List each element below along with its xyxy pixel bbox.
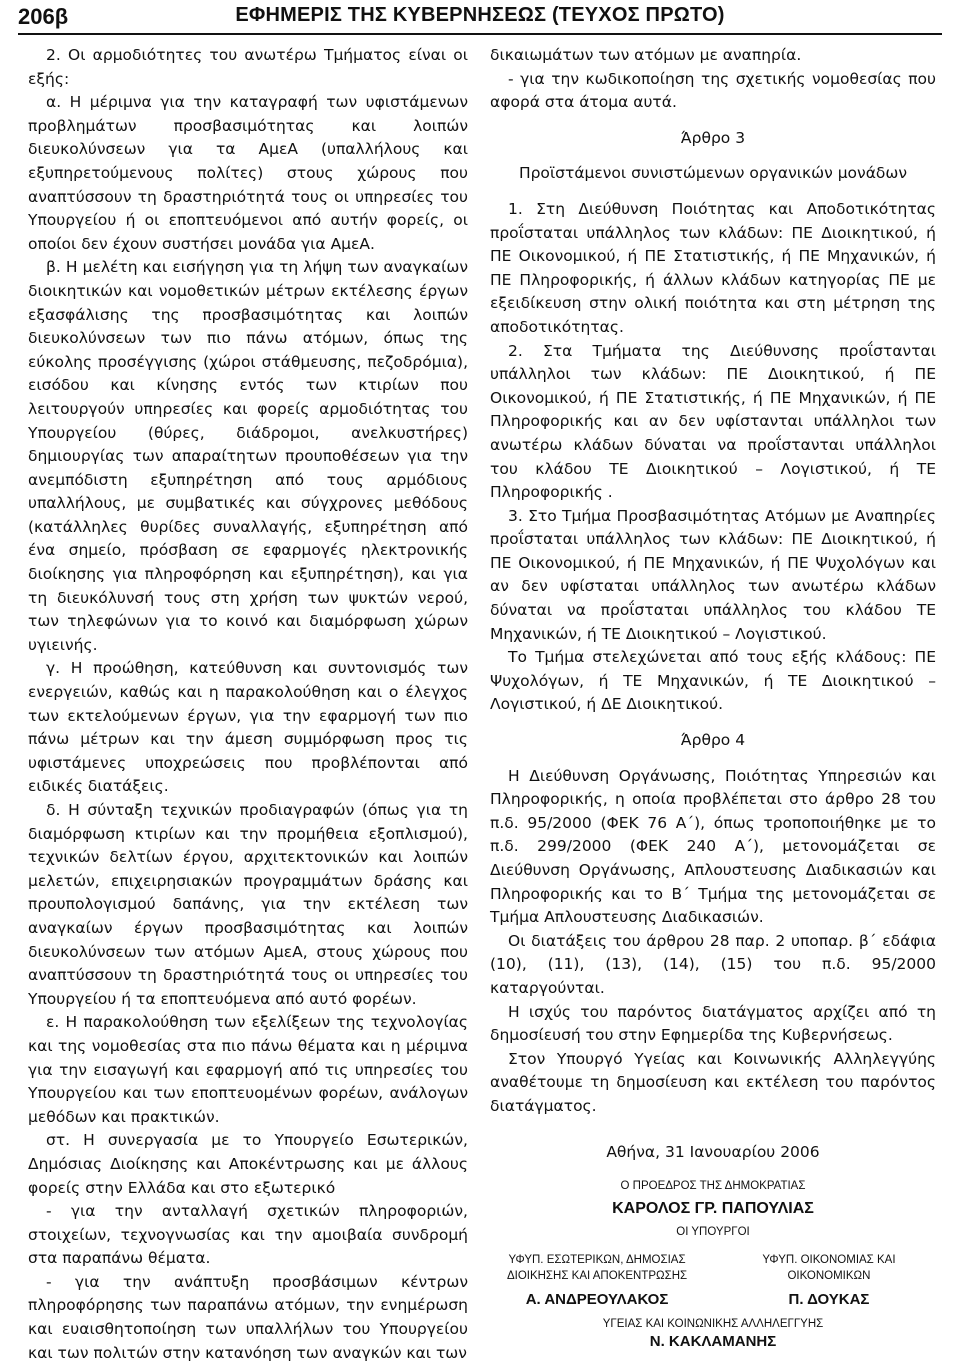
article-3-paragraph-1: 1. Στη Διεύθυνση Ποιότητας και Αποδοτικότητας προΐσταται υπάλληλος των κλάδων: ΠΕ Διοικητικού, ή ΠΕ Οικονομικού, ή ΠΕ Στατιστικής, ή ΠΕ Μηχανικών, ή ΠΕ Πληροφορικής, ή άλλων κλάδων κατηγορίας ΠΕ με εξειδίκευση στην ολική ποιότητα και στη μέτρηση της αποδοτικότητας.	[490, 199, 936, 336]
article-3-paragraph-3: 3. Στο Τμήμα Προσβασιμότητας Ατόμων με Αναπηρίες προΐσταται υπάλληλος των κλάδων: ΠΕ Διοικητικού, ή ΠΕ Οικονομικού, ή ΠΕ Μηχανικών, ή ΠΕ Ψυχολόγων και αν δεν υφίσταται υπάλληλος των ανωτέρω κλάδων δύναται να προΐσταται υπάλληλος του κλάδου ΤΕ Μηχανικών, ή ΤΕ Διοικητικού – Λογιστικού.	[490, 506, 936, 643]
article-4-paragraph-3: Η ισχύς του παρόντος διατάγματος αρχίζει από τη δημοσίευσή του στην Εφημερίδα της Κυβερνήσεως.	[490, 1002, 936, 1045]
paragraph-continued: δικαιωμάτων των ατόμων με αναπηρία.	[490, 46, 802, 64]
gazette-title: ΕΦΗΜΕΡΙΣ ΤΗΣ ΚΥΒΕΡΝΗΣΕΩΣ (ΤΕΥΧΟΣ ΠΡΩΤΟ)	[235, 4, 725, 26]
header-rule	[18, 33, 942, 35]
president-name: ΚΑΡΟΛΟΣ ΓΡ. ΠΑΠΟΥΛΙΑΣ	[612, 1200, 814, 1218]
paragraph-delta: δ. Η σύνταξη τεχνικών προδιαγραφών (όπως για τη διαμόρφωση κτιρίων και την προμήθεια εξοπλισμού), τεχνικών δελτίων έργου, αρχιτεκτονικών και λοιπών μελετών, επιχειρησιακών προγραμμάτων δράσης και προυπολογισμού δαπάνης, για την εκτέλεση των αναγκαίων έργων προσβασιμότητας και λοιπών διευκολύνσεων των ατόμων ΑμεΑ, στους χώρους που αναπτύσσουν τη δραστηριότητά τους οι υπηρεσίες του Υπουργείου ή τα εποπτευόμενα από αυτό φορέων.	[28, 801, 468, 1008]
paragraph-intro: 2. Οι αρμοδιότητες του ανωτέρω Τμήματος είναι οι εξής:	[28, 46, 468, 88]
article-4-paragraph-2: Οι διατάξεις του άρθρου 28 παρ. 2 υποπαρ. β΄ εδάφια (10), (11), (13), (14), (15) του π.δ. 95/2000 καταργούνται.	[490, 931, 936, 997]
page-number: 206β	[18, 4, 69, 29]
right-column	[490, 44, 936, 1352]
minister-health-title: ΥΓΕΙΑΣ ΚΑΙ ΚΟΙΝΩΝΙΚΗΣ ΑΛΛΗΛΕΓΓΥΗΣ	[602, 1318, 824, 1331]
paragraph-beta: β. Η μελέτη και εισήγηση για τη λήψη των αναγκαίων διοικητικών και νομοθετικών μέτρων εκτέλεσης έργων εξασφάλισης της προσβασιμότητας και λοιπών διευκολύνσεων των πιο πάνω ατόμων, όπως της εύκολης προσέγγισης (χώροι στάθμευσης, πεζοδρόμια), εισόδου και κίνησης εντός των κτιρίων που λειτουργούν υπηρεσίες και φορείς αρμοδιότητας του Υπουργείου (θύρες, διάδρομοι, ανελκυστήρες) δημιουργίας των απαραίτητων προυποθέσεων για την ανεμπόδιστη εξυπηρέτηση από τους αρμόδιους υπαλλήλους, με συμβατικές και σύγχρονες μεθόδους (κατάλληλες θυρίδες συναλλαγής, εξυπηρέτηση από ένα σημείο, πρόσβαση σε εφαρμογές ηλεκτρονικής διοίκησης για πληροφόρηση και εξυπηρέτηση), και για τη διευκόλυνσή τους στη χρήση των ψυκτών νερού, των τηλεφώνων για το κοινό και διαμόρφωση χώρων υγιεινής.	[28, 258, 468, 654]
paragraph-alpha: α. Η μέριμνα για την καταγραφή των υφιστάμενων προβλημάτων προσβασιμότητας και λοιπών διευκολύνσεων για τα ΑμεΑ (υπαλλήλους και εξυπηρετούμενους πολίτες) στους χώρους που αναπτύσσουν τη δραστηριότητά τους οι υπηρεσίες του Υπουργείου ή οι εποπτευόμενοι από αυτήν φορείς, οι οποίοι δεν έχουν συστήσει μονάδα για ΑμεΑ.	[28, 93, 468, 253]
paragraph-st: στ. Η συνεργασία με το Υπουργείο Εσωτερικών, Δημόσιας Διοίκησης και Αποκέντρωσης και με άλλους φορείς στην Ελλάδα και στο εξωτερικό	[28, 1131, 468, 1197]
left-column	[28, 44, 468, 1365]
article-4-paragraph-1: Η Διεύθυνση Οργάνωσης, Ποιότητας Υπηρεσιών και Πληροφορικής, η οποία προβλέπεται στο άρθρο 28 του π.δ. 95/2000 (ΦΕΚ 76 Α΄), όπως τροποποιήθηκε με το π.δ. 299/2000 (ΦΕΚ 240 Α΄), μετονομάζεται σε Διεύθυνση Οργάνωσης, Απλουστευσης Διαδικασιών και Πληροφορικής και το Β΄ Τμήμα της μετονομάζεται σε Τμήμα Απλουστευσης Διαδικασιών.	[490, 766, 936, 927]
president-title: Ο ΠΡΟΕΔΡΟΣ ΤΗΣ ΔΗΜΟΚΡΑΤΙΑΣ	[620, 1180, 806, 1193]
minister-interior-title: ΥΦΥΠ. ΕΣΩΤΕΡΙΚΩΝ, ΔΗΜΟΣΙΑΣ ΔΙΟΙΚΗΣΗΣ ΚΑΙ ΑΠΟΚΕΝΤΡΩΣΗΣ	[506, 1254, 688, 1283]
paragraph-dash-exchange: - για την ανταλλαγή σχετικών πληροφοριών, στοιχείων, τεχνογνωσίας και την αμοιβαία συνδρομή στα παραπάνω θέματα.	[28, 1202, 468, 1268]
paragraph-gamma: γ. Η προώθηση, κατεύθυνση και συντονισμός των ενεργειών, καθώς και η παρακολούθηση και ο έλεγχος των εκτελούμενων έργων, για την εφαρμογή των πιο πάνω μέτρων και την άμεση συμμόρφωση προς τις υφιστάμενες υποχρεώσεις που προβλέπονται από ειδικές διατάξεις.	[28, 659, 468, 796]
date-line: Αθήνα, 31 Ιανουαρίου 2006	[606, 1142, 820, 1161]
paragraph-epsilon: ε. Η παρακολούθηση των εξελίξεων της τεχνολογίας και της νομοθεσίας στα πιο πάνω θέματα και η μέριμνα για την εισαγωγή και εφαρμογή από τις υπηρεσίες του Υπουργείου και των εποπτευομένων φορέων, ανάλογων μεθόδων και πρακτικών.	[28, 1013, 468, 1126]
article-3-subtitle: Προϊστάμενοι συνιστώμενων οργανικών μονάδων	[518, 164, 908, 183]
article-3-paragraph-4: Το Τμήμα στελεχώνεται από τους εξής κλάδους: ΠΕ Ψυχολόγων, ή ΤΕ Μηχανικών, ή ΤΕ Διοικητικού – Λογιστικού, ή ΔΕ Διοικητικού.	[490, 648, 936, 714]
minister-health-name: Ν. ΚΑΚΛΑΜΑΝΗΣ	[649, 1333, 777, 1351]
ministers-label: ΟΙ ΥΠΟΥΡΓΟΙ	[676, 1226, 750, 1239]
article-3-title: Άρθρο 3	[680, 128, 746, 147]
page-header	[18, 4, 942, 34]
paragraph-dash-codification: - για την κωδικοποίηση της σχετικής νομοθεσίας που αφορά στα άτομα αυτά.	[490, 69, 936, 112]
article-4-title: Άρθρο 4	[680, 731, 746, 750]
ministers-names-row	[490, 1290, 936, 1310]
article-3-paragraph-2: 2. Στα Τμήματα της Διεύθυνσης προΐστανται υπάλληλοι των κλάδων: ΠΕ Διοικητικού, ή ΠΕ Οικονομικού, ή ΠΕ Στατιστικής, ή ΠΕ Μηχανικών, ή ΠΕ Πληροφορικής και αν δεν υφίστανται υπάλληλοι των ανωτέρω κλάδων δύναται να προΐστανται υπάλληλοι του κλάδου ΤΕ Διοικητικού – Λογιστικού, ή ΤΕ Πληροφορικής .	[490, 341, 936, 502]
minister-interior-name: Α. ΑΝΔΡΕΟΥΛΑΚΟΣ	[525, 1291, 669, 1309]
minister-economy-name: Π. ΔΟΥΚΑΣ	[788, 1291, 870, 1309]
minister-economy-title: ΥΦΥΠ. ΟΙΚΟΝΟΜΙΑΣ ΚΑΙ ΟΙΚΟΝΟΜΙΚΩΝ	[762, 1254, 896, 1283]
ministers-row	[490, 1252, 936, 1284]
article-4-paragraph-4: Στον Υπουργό Υγείας και Κοινωνικής Αλληλεγγύης αναθέτουμε τη δημοσίευση και εκτέλεση του παρόντος διατάγματος.	[490, 1049, 936, 1115]
paragraph-dash-centers: - για την ανάπτυξη προσβάσιμων κέντρων πληροφόρησης των παραπάνω ατόμων, την ενημέρωση και ευαισθητοποίηση των υπαλλήλων του Υπουργείου και των πολιτών στην κατανόηση των αναγκών και των	[28, 1272, 468, 1362]
